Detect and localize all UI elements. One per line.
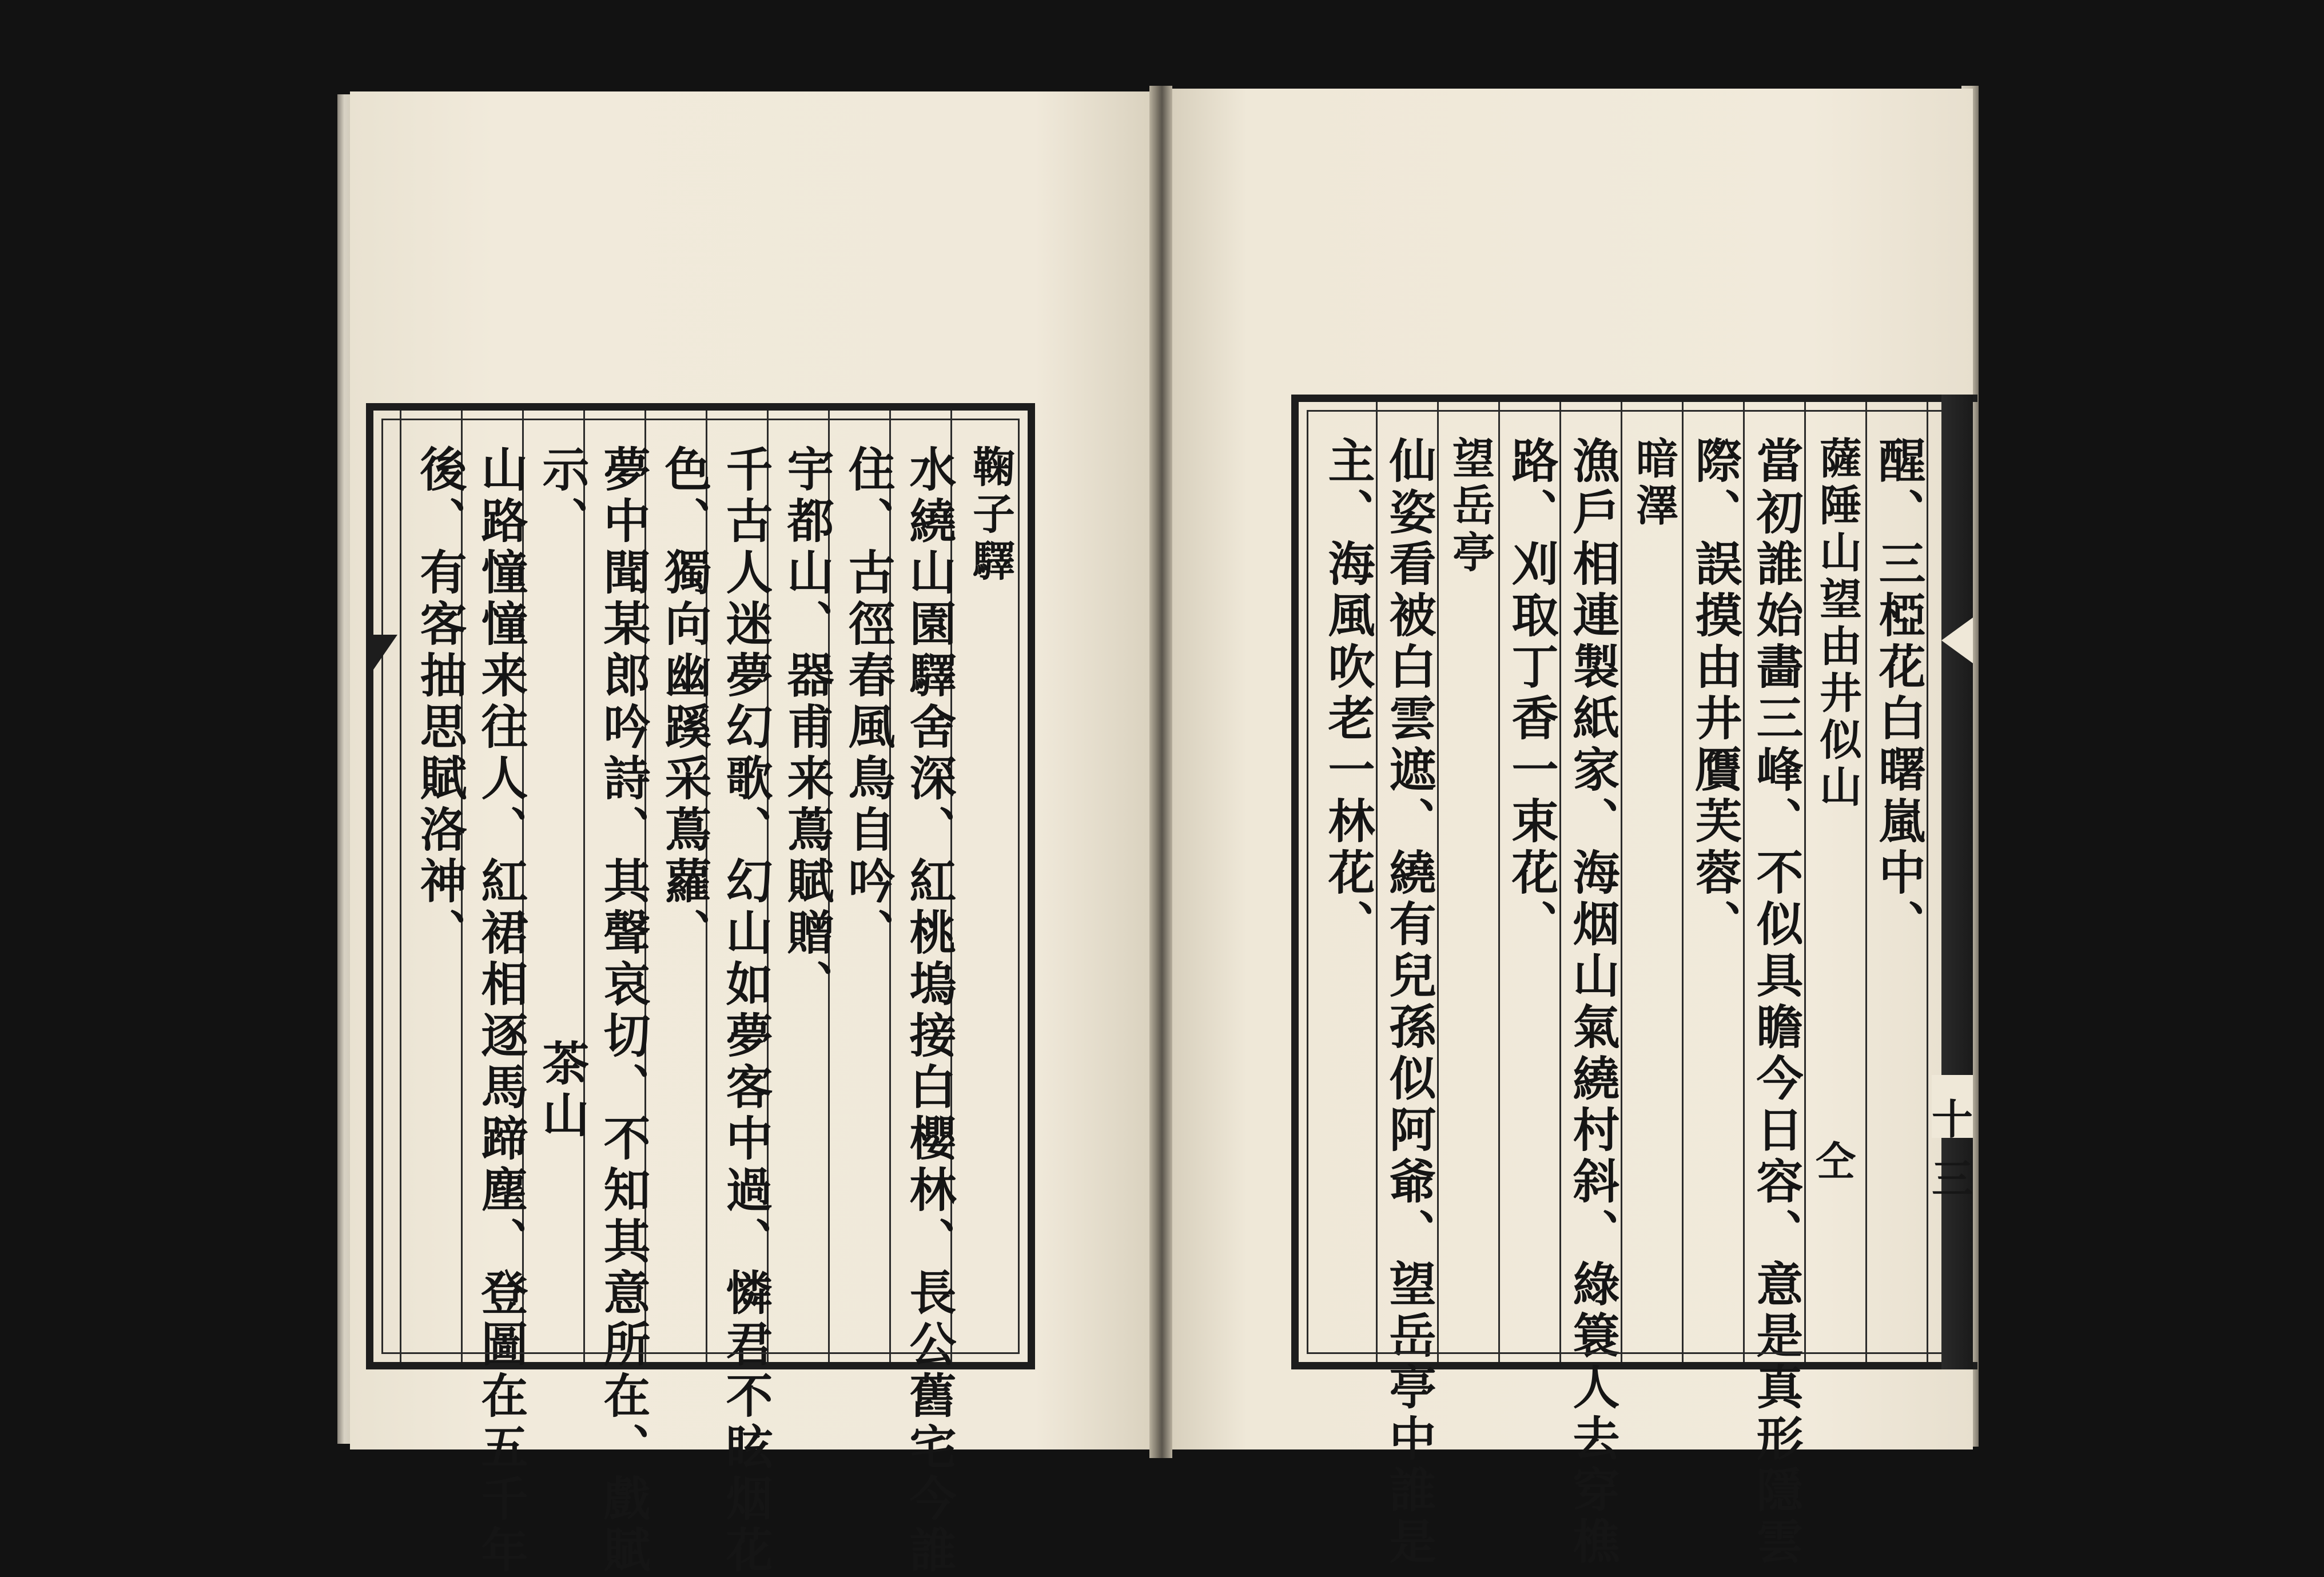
column-rule xyxy=(1437,402,1439,1362)
poem-line: 色、獨向幽蹊采蔦蘿、 xyxy=(657,445,712,959)
poem-title: 暗澤 xyxy=(1629,436,1678,530)
poem-line: 示、 茶山 xyxy=(535,445,590,1142)
column-rule xyxy=(1376,402,1378,1362)
text-column xyxy=(779,445,835,1011)
text-column xyxy=(901,445,957,1577)
poem-line: 住、古徑春風鳥自吟、 xyxy=(841,445,896,959)
page-number: 十三 xyxy=(1932,1095,1973,1203)
poem-title: 望岳亭 xyxy=(1446,436,1495,577)
poem-title: 鞠子驛 xyxy=(966,445,1015,586)
poem-line: 漁戶相連製紙家、海烟山氣繞村斜、綠簑人去穿樵 xyxy=(1565,436,1620,1568)
text-column xyxy=(1871,436,1927,951)
book-gutter xyxy=(1149,86,1172,1458)
text-column xyxy=(1687,436,1743,951)
text-column xyxy=(1503,436,1559,951)
poem-line: 當初誰始畵三峰、不似具瞻今日容、意是真形隱雲 xyxy=(1749,436,1804,1568)
right-text-frame xyxy=(1291,395,1977,1568)
poem-title: 宇都山、器甫来蔦賦贈、 xyxy=(779,445,834,1011)
text-column xyxy=(412,445,468,959)
text-column xyxy=(1626,436,1682,530)
text-column xyxy=(1565,436,1621,1568)
poem-line: 主、海風吹老一林花、 xyxy=(1320,436,1375,951)
column-rule xyxy=(1865,402,1867,1362)
poem-line: 醒、三椏花白曙嵐中、 xyxy=(1871,436,1926,951)
column-rule xyxy=(1498,402,1500,1362)
poem-line: 仙姿看被白雲遮、繞有兒孫似阿爺、望岳亭中誰是 xyxy=(1382,436,1436,1568)
poem-title: 薩陲山望由井似山 xyxy=(1813,436,1862,811)
column-rule xyxy=(1682,402,1684,1362)
column-rule xyxy=(1927,402,1928,1362)
text-column xyxy=(473,445,529,1577)
text-column xyxy=(1320,436,1376,951)
poem-line: 後、有客抽思賦洛神、 xyxy=(412,445,467,959)
column-rule xyxy=(400,411,401,1362)
text-column xyxy=(1381,436,1437,1568)
fold-edge xyxy=(1941,395,1973,1369)
text-column xyxy=(534,445,590,1142)
text-column xyxy=(1809,436,1865,811)
column-rule xyxy=(1804,402,1806,1362)
signature-mark: 仝 xyxy=(1816,1137,1856,1185)
poem-line: 山路憧憧来往人、紅裙相逐馬蹄塵、登圖在五千年 xyxy=(473,445,528,1577)
text-column xyxy=(840,445,896,959)
poem-line: 際、誤摸由井贋芙蓉、 xyxy=(1688,436,1742,951)
column-rule xyxy=(1559,402,1561,1362)
text-column xyxy=(718,445,774,1577)
text-column xyxy=(962,445,1018,586)
poem-line: 路、刈取丁香一束花、 xyxy=(1504,436,1559,951)
poem-title: 夢中聞某郎吟詩、其聲哀切、不知其意所在、戲賦 xyxy=(596,445,651,1577)
text-column xyxy=(1442,436,1498,577)
text-column xyxy=(1748,436,1804,1568)
poem-line: 千古人迷夢幻歌、幻山如夢客中過、憐君不眩烟花 xyxy=(718,445,773,1577)
text-column xyxy=(595,445,651,1577)
column-rule xyxy=(1743,402,1745,1362)
poem-line: 水繞山園驛舍深、紅桃塢接白櫻林、長公舊宅今誰 xyxy=(902,445,957,1577)
text-column xyxy=(656,445,713,959)
column-rule xyxy=(1621,402,1622,1362)
left-text-frame xyxy=(366,403,1035,1577)
